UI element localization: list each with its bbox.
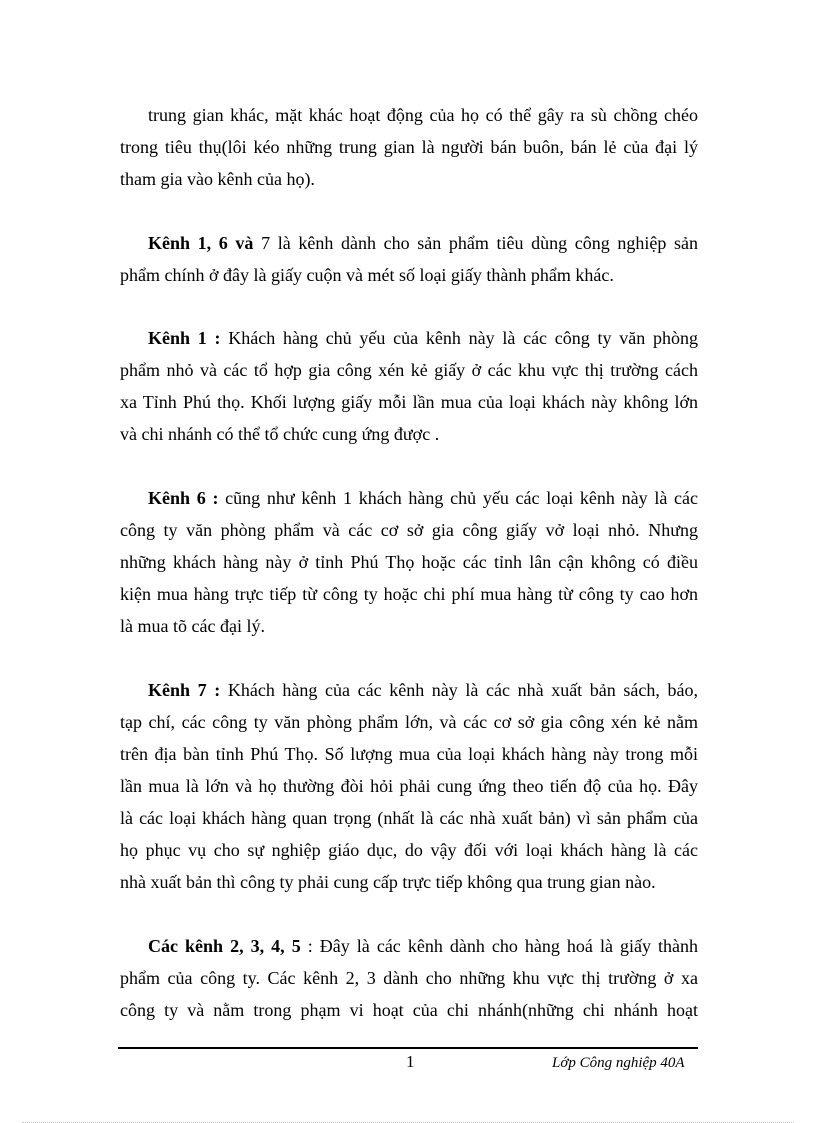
- paragraph-1-line-1: trung gian khác, mặt khác hoạt động của họ có thể gây ra sù chồng chéo: [148, 105, 698, 125]
- paragraph-6-heading: Các kênh 2, 3, 4, 5: [148, 936, 301, 956]
- paragraph-3-heading: Kênh 1 :: [148, 328, 221, 348]
- paragraph-3-line-3: xa Tỉnh Phú thọ. Khối lượng giấy mỗi lần mua của loại khách này không lớn: [120, 392, 698, 412]
- paragraph-3-line-1: Kênh 1 : Khách hàng chủ yếu của kênh này là các công ty văn phòng: [148, 328, 698, 348]
- paragraph-5-heading: Kênh 7 :: [148, 680, 221, 700]
- paragraph-6-line-3: công ty và nằm trong phạm vi hoạt của chi nhánh(những chi nhánh hoạt: [120, 1000, 698, 1020]
- page-number: 1: [406, 1052, 415, 1071]
- paragraph-6-line-2: phẩm của công ty. Các kênh 2, 3 dành cho những khu vực thị trường ở xa: [120, 968, 698, 988]
- paragraph-4-line-3: những khách hàng này ở tỉnh Phú Thọ hoặc các tỉnh lân cận không có điều: [120, 552, 698, 572]
- paragraph-5-line-7: nhà xuất bản thì công ty phải cung cấp trực tiếp không qua trung gian nào.: [120, 872, 656, 892]
- paragraph-4-line-5: là mua tõ các đại lý.: [120, 616, 265, 636]
- footer-class-label: Lớp Công nghiệp 40A: [552, 1055, 685, 1071]
- paragraph-5-line-2: tạp chí, các công ty văn phòng phẩm lớn, và các cơ sở gia công xén kẻ nằm: [120, 712, 698, 732]
- paragraph-4-heading: Kênh 6 :: [148, 488, 219, 508]
- paragraph-5-line-6: họ phục vụ cho sự nghiệp giáo dục, do vậy đối với loại khách hàng là các: [120, 840, 698, 860]
- paragraph-5-line-1: Kênh 7 : Khách hàng của các kênh này là các nhà xuất bản sách, báo,: [148, 680, 698, 700]
- paragraph-6-line-1: Các kênh 2, 3, 4, 5 : Đây là các kênh dành cho hàng hoá là giấy thành: [148, 936, 698, 956]
- paragraph-4-line-2: công ty văn phòng phẩm và các cơ sở gia công giấy vở loại nhỏ. Nhưng: [120, 520, 698, 540]
- footer-divider: [118, 1047, 698, 1049]
- paragraph-5-line-3: trên địa bàn tỉnh Phú Thọ. Số lượng mua của loại khách hàng này trong mỗi: [120, 744, 698, 764]
- paragraph-2-line-1: Kênh 1, 6 và 7 là kênh dành cho sản phẩm tiêu dùng công nghiệp sản: [148, 233, 698, 253]
- paragraph-1-line-2: trong tiêu thụ(lôi kéo những trung gian là người bán buôn, bán lẻ của đại lý: [120, 137, 698, 157]
- paragraph-3-line-2: phẩm nhỏ và các tổ hợp gia công xén kẻ giấy ở các khu vực thị trường cách: [120, 360, 698, 380]
- paragraph-4-line-4: kiện mua hàng trực tiếp từ công ty hoặc chi phí mua hàng từ công ty cao hơn: [120, 584, 698, 604]
- paragraph-4-line-1: Kênh 6 : cũng như kênh 1 khách hàng chủ yếu các loại kênh này là các: [148, 488, 698, 508]
- paragraph-2-heading: Kênh 1, 6 và: [148, 233, 254, 253]
- paragraph-2-line-2: phẩm chính ở đây là giấy cuộn và mét số loại giấy thành phẩm khác.: [120, 265, 614, 285]
- paragraph-5-line-5: là các loại khách hàng quan trọng (nhất là các nhà xuất bản) vì sản phẩm của: [120, 808, 698, 828]
- paragraph-3-line-4: và chi nhánh có thể tổ chức cung ứng được .: [120, 424, 440, 444]
- paragraph-1-line-3: tham gia vào kênh của họ).: [120, 169, 315, 189]
- paragraph-5-line-4: lần mua là lớn và họ thường đòi hỏi phải cung ứng theo tiến độ của họ. Đây: [120, 776, 698, 796]
